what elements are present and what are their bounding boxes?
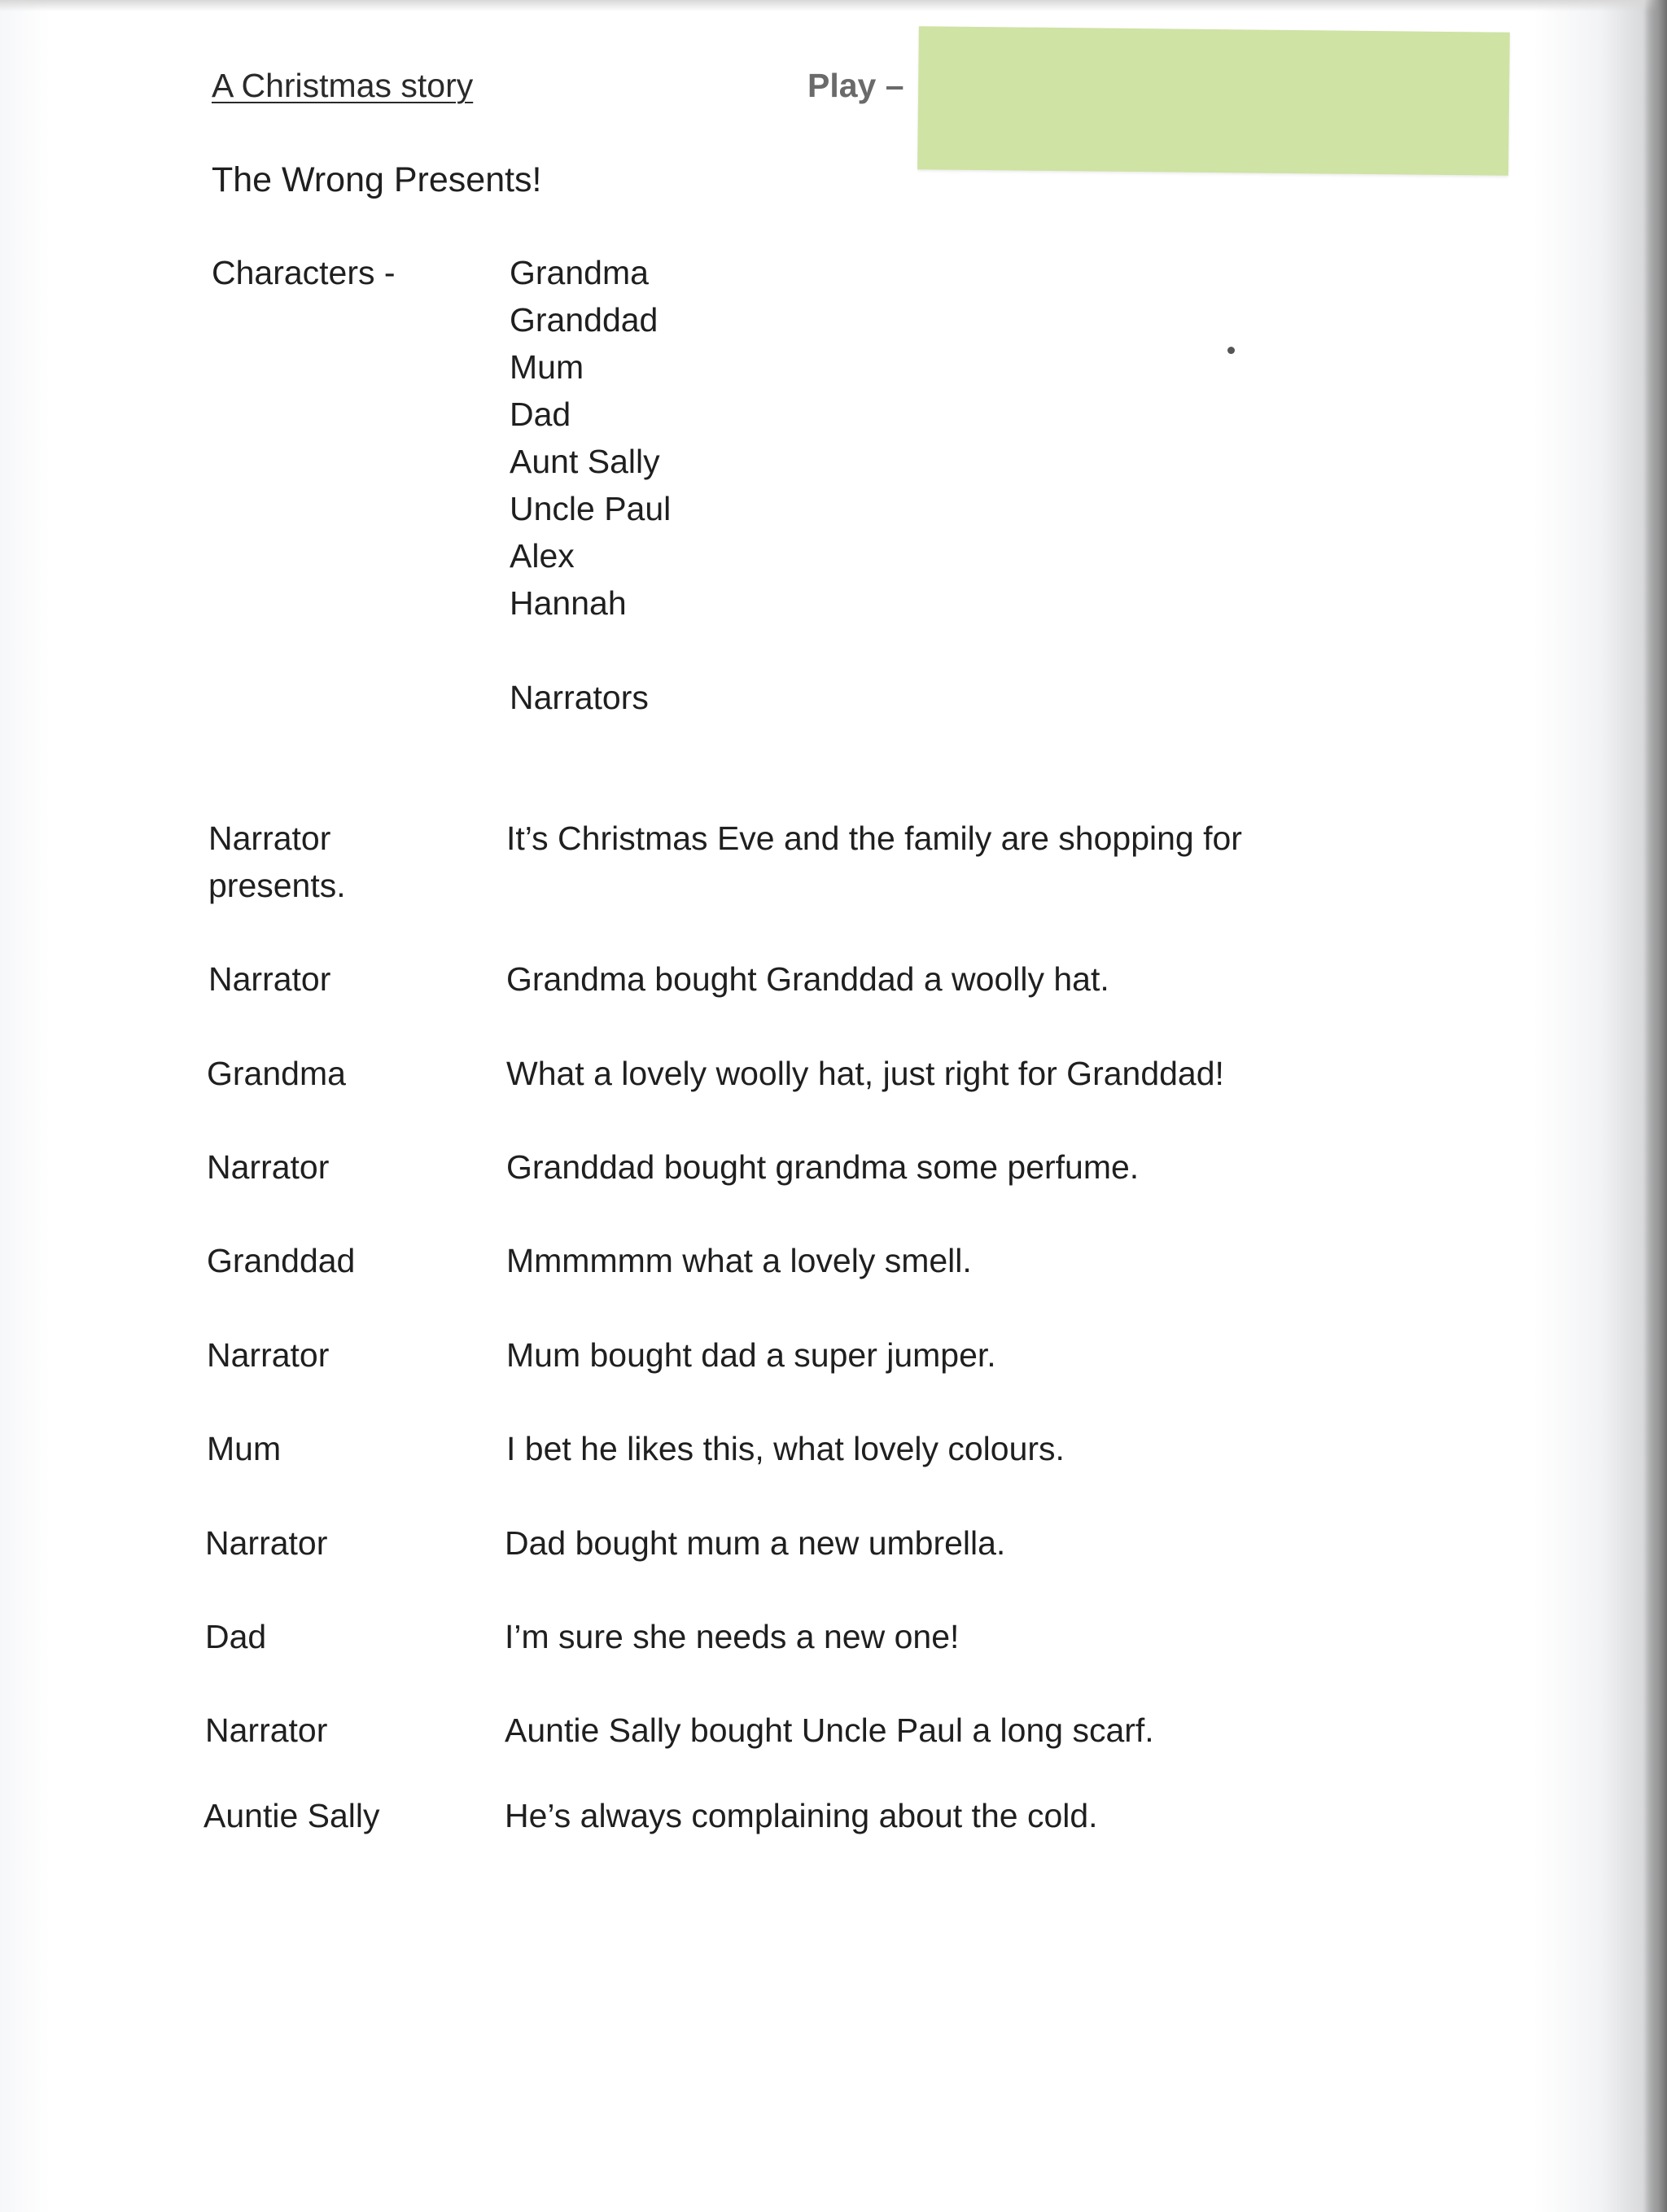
- speaker-name: Narrator: [207, 1148, 330, 1186]
- dialogue-line: What a lovely woolly hat, just right for Granddad!: [506, 1055, 1224, 1092]
- dialogue-line: I’m sure she needs a new one!: [505, 1618, 960, 1655]
- dialogue-line: Granddad bought grandma some perfume.: [506, 1148, 1140, 1186]
- speaker-name: Narrator: [205, 1524, 328, 1562]
- speaker-name: Narrator: [208, 820, 331, 857]
- dialogue-line: Dad bought mum a new umbrella.: [505, 1524, 1006, 1562]
- dialogue-line: He’s always complaining about the cold.: [505, 1797, 1098, 1834]
- speaker-name: Mum: [207, 1430, 282, 1467]
- story-title: A Christmas story: [212, 67, 474, 104]
- character-name: Grandma: [510, 254, 649, 291]
- character-name: Aunt Sally: [510, 443, 660, 480]
- dialogue-line: I bet he likes this, what lovely colours.: [506, 1430, 1065, 1467]
- narrators-label: Narrators: [510, 679, 649, 716]
- speaker-name: Grandma: [207, 1055, 346, 1092]
- character-name: Alex: [510, 537, 575, 575]
- scan-speck: [1227, 347, 1235, 354]
- scan-top-shadow: [0, 0, 1667, 11]
- character-name: Dad: [510, 396, 571, 433]
- dialogue-line: Mmmmmm what a lovely smell.: [506, 1242, 972, 1279]
- dialogue-line: It’s Christmas Eve and the family are shopping for: [506, 820, 1242, 857]
- play-label: Play –: [807, 67, 904, 104]
- speaker-name: Dad: [205, 1618, 267, 1655]
- characters-label: Characters -: [212, 254, 396, 291]
- character-name: Mum: [510, 348, 584, 386]
- dialogue-line: Auntie Sally bought Uncle Paul a long scarf.: [505, 1711, 1154, 1749]
- speaker-name: Narrator: [205, 1711, 328, 1749]
- character-name: Hannah: [510, 584, 627, 622]
- speaker-name: Narrator: [207, 1336, 330, 1374]
- dialogue-line: Grandma bought Granddad a woolly hat.: [506, 960, 1109, 998]
- scan-right-edge: [1644, 0, 1667, 2212]
- character-name: Granddad: [510, 301, 658, 339]
- dialogue-continuation: presents.: [208, 867, 346, 904]
- speaker-name: Narrator: [208, 960, 331, 998]
- play-title: The Wrong Presents!: [212, 160, 542, 199]
- sticky-note: [917, 26, 1510, 176]
- dialogue-line: Mum bought dad a super jumper.: [506, 1336, 996, 1374]
- speaker-name: Granddad: [207, 1242, 356, 1279]
- character-name: Uncle Paul: [510, 490, 672, 527]
- speaker-name: Auntie Sally: [203, 1797, 380, 1834]
